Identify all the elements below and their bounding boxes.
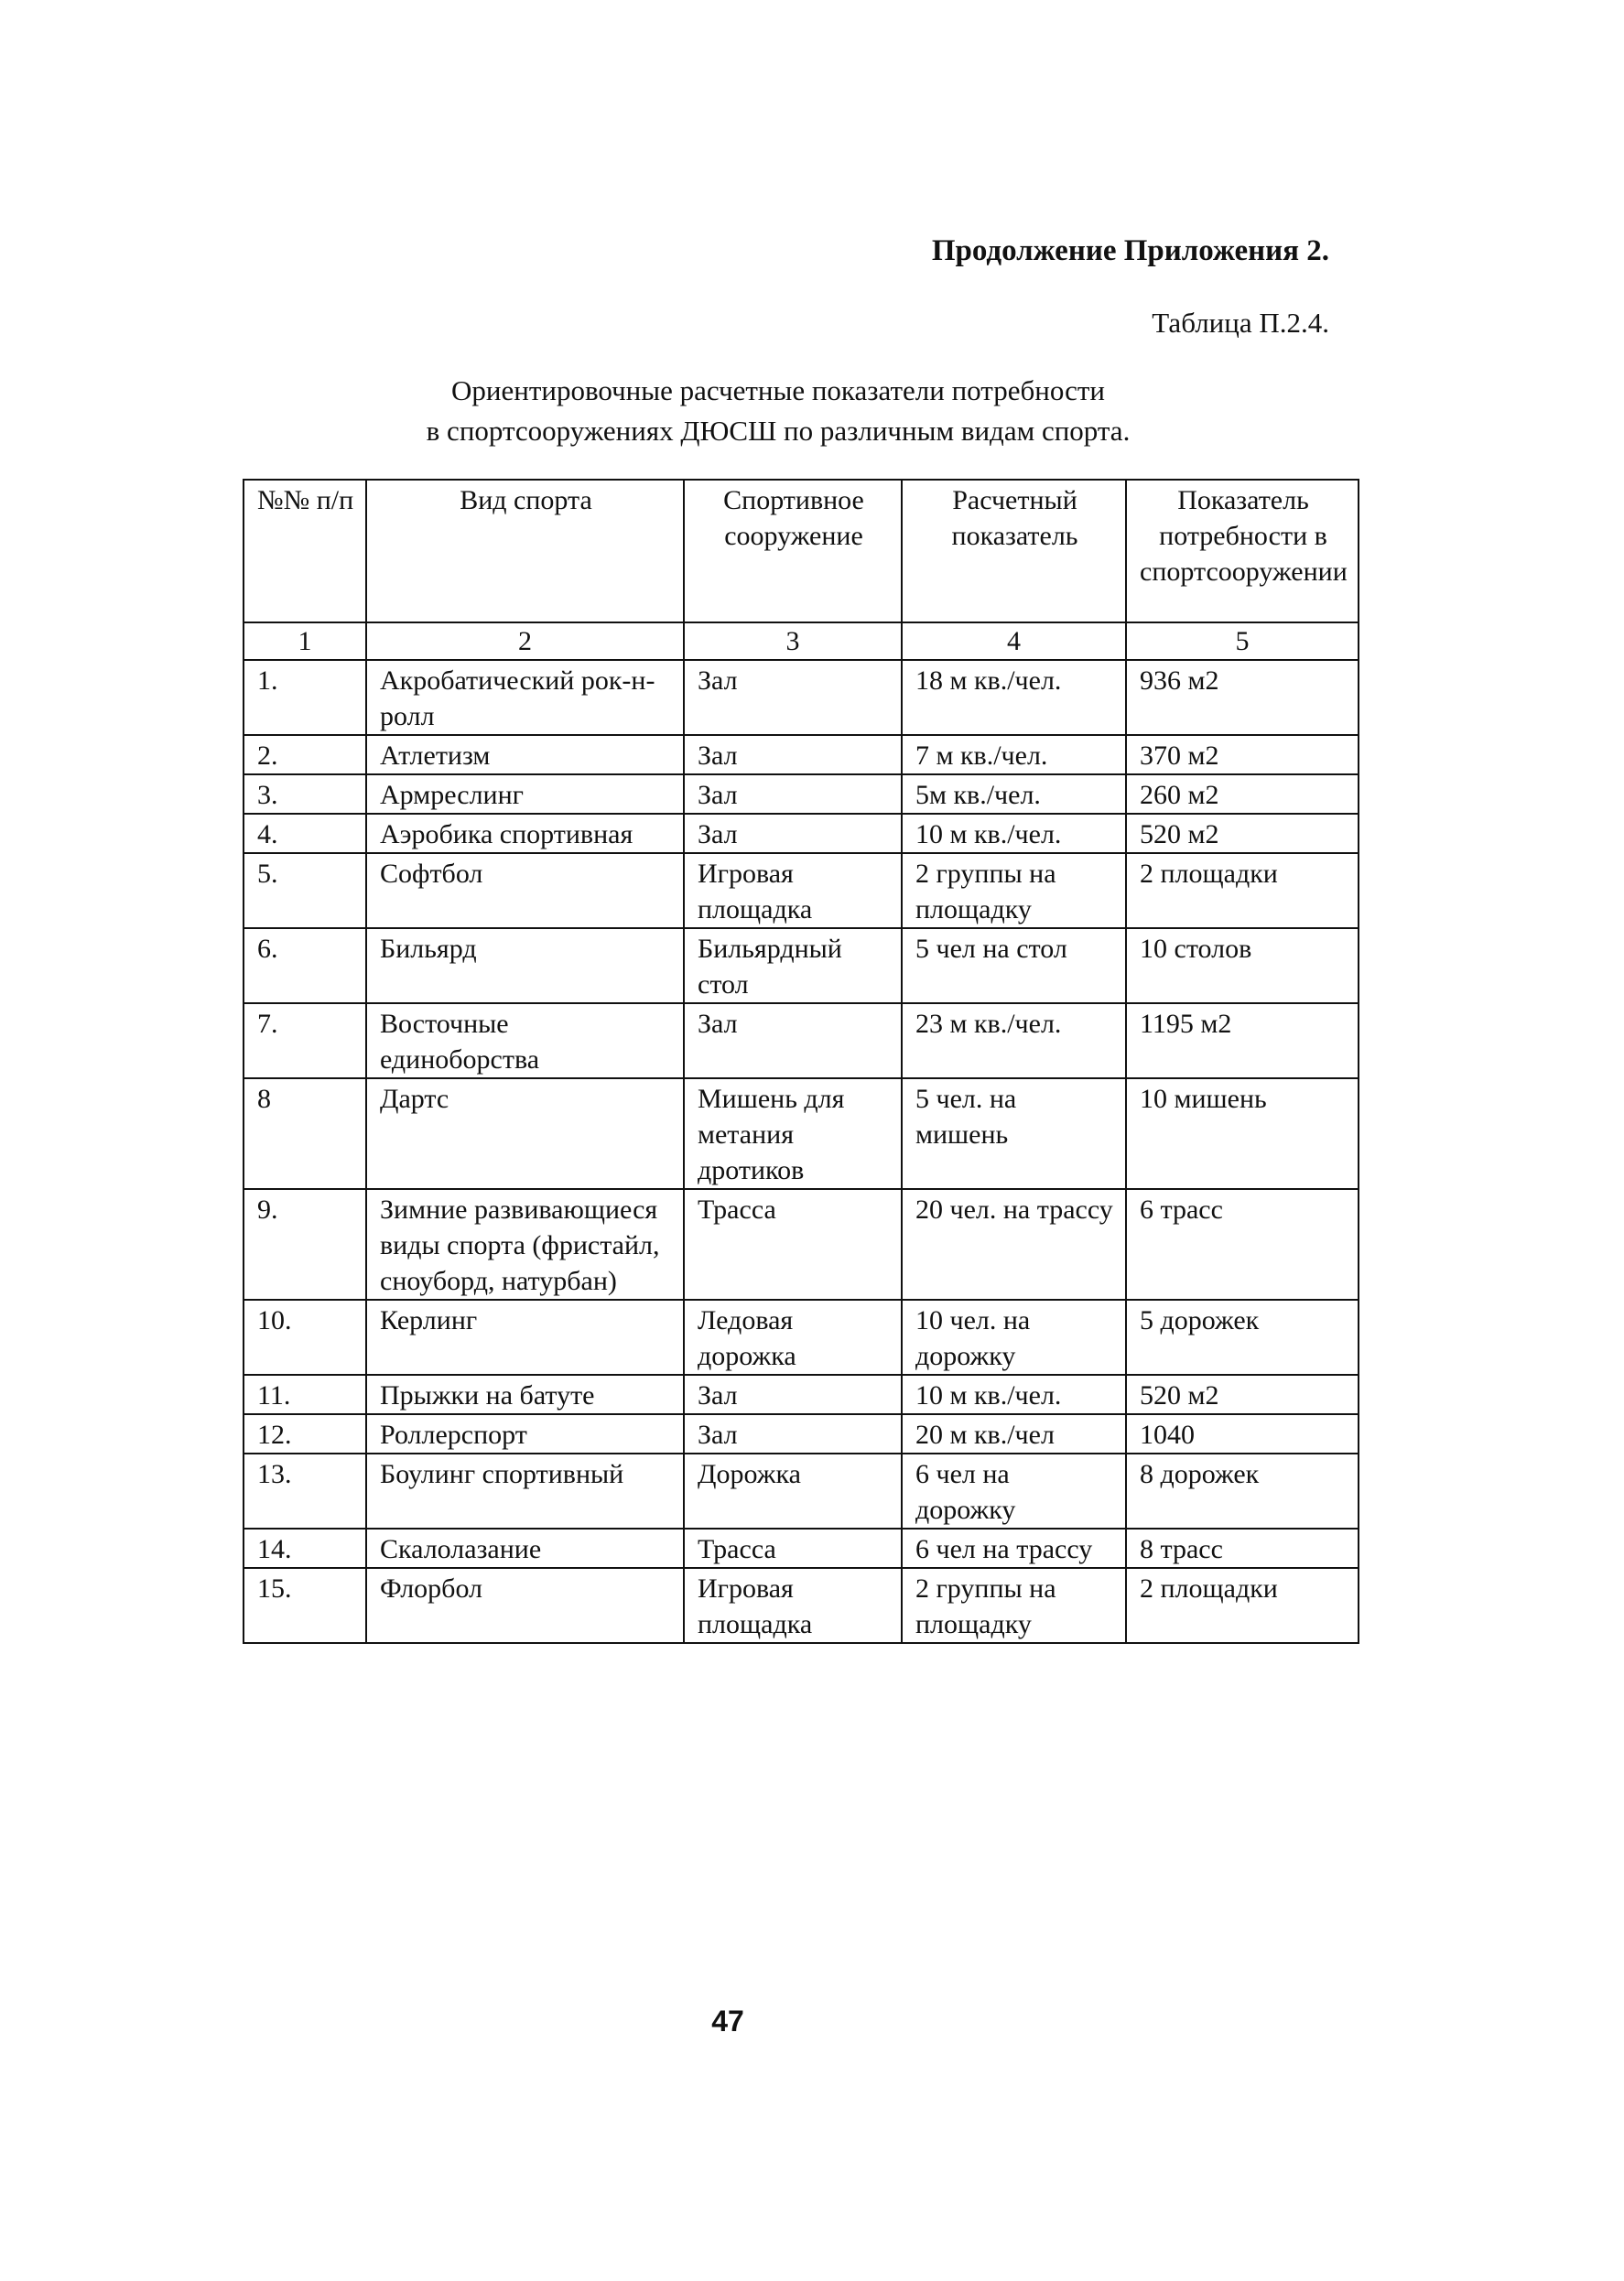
calc-indicator: 10 м кв./чел. — [902, 1375, 1126, 1414]
table-row — [244, 1078, 1359, 1189]
calc-indicator: 20 м кв./чел — [902, 1414, 1126, 1454]
table-row — [244, 1300, 1359, 1375]
column-number-row — [244, 622, 1359, 660]
table-row — [244, 735, 1359, 774]
row-number: 5. — [244, 853, 366, 928]
calc-indicator: 7 м кв./чел. — [902, 735, 1126, 774]
facility: Зал — [684, 1003, 902, 1078]
col-header-sport: Вид спорта — [366, 480, 684, 622]
calc-indicator: 6 чел на трассу — [902, 1529, 1126, 1568]
calc-indicator: 5м кв./чел. — [902, 774, 1126, 814]
sport-name: Атлетизм — [366, 735, 684, 774]
facility: Зал — [684, 1414, 902, 1454]
table-row — [244, 1414, 1359, 1454]
sport-name: Бильярд — [366, 928, 684, 1003]
calc-indicator: 5 чел на стол — [902, 928, 1126, 1003]
table-row — [244, 1003, 1359, 1078]
row-number: 7. — [244, 1003, 366, 1078]
row-number: 9. — [244, 1189, 366, 1300]
row-number: 3. — [244, 774, 366, 814]
table-row — [244, 1189, 1359, 1300]
row-number: 6. — [244, 928, 366, 1003]
row-number: 14. — [244, 1529, 366, 1568]
table-row — [244, 1529, 1359, 1568]
calc-indicator: 5 чел. на мишень — [902, 1078, 1126, 1189]
demand: 520 м2 — [1126, 814, 1359, 853]
sport-name: Керлинг — [366, 1300, 684, 1375]
demand: 2 площадки — [1126, 1568, 1359, 1643]
sport-name: Роллерспорт — [366, 1414, 684, 1454]
calc-indicator: 6 чел на дорожку — [902, 1454, 1126, 1529]
calc-indicator: 18 м кв./чел. — [902, 660, 1126, 735]
sport-name: Аэробика спортивная — [366, 814, 684, 853]
col-number: 5 — [1126, 622, 1359, 660]
table-row — [244, 1454, 1359, 1529]
table-row — [244, 1375, 1359, 1414]
continuation-heading: Продолжение Приложения 2. — [931, 234, 1329, 267]
row-number: 11. — [244, 1375, 366, 1414]
facility: Игровая площадка — [684, 853, 902, 928]
facility: Ледовая дорожка — [684, 1300, 902, 1375]
col-header-indicator: Расчетный показатель — [902, 480, 1126, 622]
table-number: Таблица П.2.4. — [1152, 307, 1329, 339]
sport-name: Флорбол — [366, 1568, 684, 1643]
col-number: 1 — [244, 622, 366, 660]
facility: Зал — [684, 660, 902, 735]
calc-indicator: 20 чел. на трассу — [902, 1189, 1126, 1300]
calc-indicator: 2 группы на площадку — [902, 1568, 1126, 1643]
col-number: 3 — [684, 622, 902, 660]
table-row — [244, 774, 1359, 814]
row-number: 12. — [244, 1414, 366, 1454]
sport-name: Скалолазание — [366, 1529, 684, 1568]
sport-name: Боулинг спортивный — [366, 1454, 684, 1529]
demand: 520 м2 — [1126, 1375, 1359, 1414]
sports-facilities-table — [243, 479, 1359, 1644]
sport-name: Софтбол — [366, 853, 684, 928]
row-number: 8 — [244, 1078, 366, 1189]
facility: Трасса — [684, 1189, 902, 1300]
row-number: 1. — [244, 660, 366, 735]
facility: Трасса — [684, 1529, 902, 1568]
demand: 1040 — [1126, 1414, 1359, 1454]
demand: 260 м2 — [1126, 774, 1359, 814]
demand: 370 м2 — [1126, 735, 1359, 774]
table-row — [244, 1568, 1359, 1643]
sport-name: Восточные единоборства — [366, 1003, 684, 1078]
calc-indicator: 23 м кв./чел. — [902, 1003, 1126, 1078]
demand: 6 трасс — [1126, 1189, 1359, 1300]
table-row — [244, 814, 1359, 853]
demand: 5 дорожек — [1126, 1300, 1359, 1375]
table-row — [244, 853, 1359, 928]
facility: Игровая площадка — [684, 1568, 902, 1643]
col-number: 2 — [366, 622, 684, 660]
caption-line-1: Ориентировочные расчетные показатели потребности — [451, 374, 1105, 406]
sport-name: Армреслинг — [366, 774, 684, 814]
caption-line-2: в спортсооружениях ДЮСШ по различным видам спорта. — [426, 415, 1131, 447]
table-caption — [366, 371, 1190, 451]
col-header-facility: Спортивное сооружение — [684, 480, 902, 622]
demand: 8 дорожек — [1126, 1454, 1359, 1529]
facility: Дорожка — [684, 1454, 902, 1529]
calc-indicator: 10 м кв./чел. — [902, 814, 1126, 853]
facility: Зал — [684, 735, 902, 774]
sport-name: Дартс — [366, 1078, 684, 1189]
demand: 8 трасс — [1126, 1529, 1359, 1568]
demand: 936 м2 — [1126, 660, 1359, 735]
row-number: 4. — [244, 814, 366, 853]
row-number: 2. — [244, 735, 366, 774]
row-number: 15. — [244, 1568, 366, 1643]
facility: Зал — [684, 774, 902, 814]
table-row — [244, 660, 1359, 735]
page-number: 47 — [711, 2005, 744, 2038]
calc-indicator: 10 чел. на дорожку — [902, 1300, 1126, 1375]
facility: Мишень для метания дротиков — [684, 1078, 902, 1189]
table-row — [244, 928, 1359, 1003]
demand: 10 мишень — [1126, 1078, 1359, 1189]
row-number: 13. — [244, 1454, 366, 1529]
sport-name: Прыжки на батуте — [366, 1375, 684, 1414]
table-body — [244, 660, 1359, 1643]
calc-indicator: 2 группы на площадку — [902, 853, 1126, 928]
facility: Зал — [684, 1375, 902, 1414]
facility: Зал — [684, 814, 902, 853]
facility: Бильярдный стол — [684, 928, 902, 1003]
header-row — [244, 480, 1359, 622]
row-number: 10. — [244, 1300, 366, 1375]
col-header-demand: Показатель потребности в спортсооружении — [1126, 480, 1359, 622]
col-number: 4 — [902, 622, 1126, 660]
demand: 2 площадки — [1126, 853, 1359, 928]
demand: 10 столов — [1126, 928, 1359, 1003]
demand: 1195 м2 — [1126, 1003, 1359, 1078]
sport-name: Зимние развивающиеся виды спорта (фристайл, сноуборд, натурбан) — [366, 1189, 684, 1300]
sport-name: Акробатический рок-н-ролл — [366, 660, 684, 735]
col-header-number: №№ п/п — [244, 480, 366, 622]
